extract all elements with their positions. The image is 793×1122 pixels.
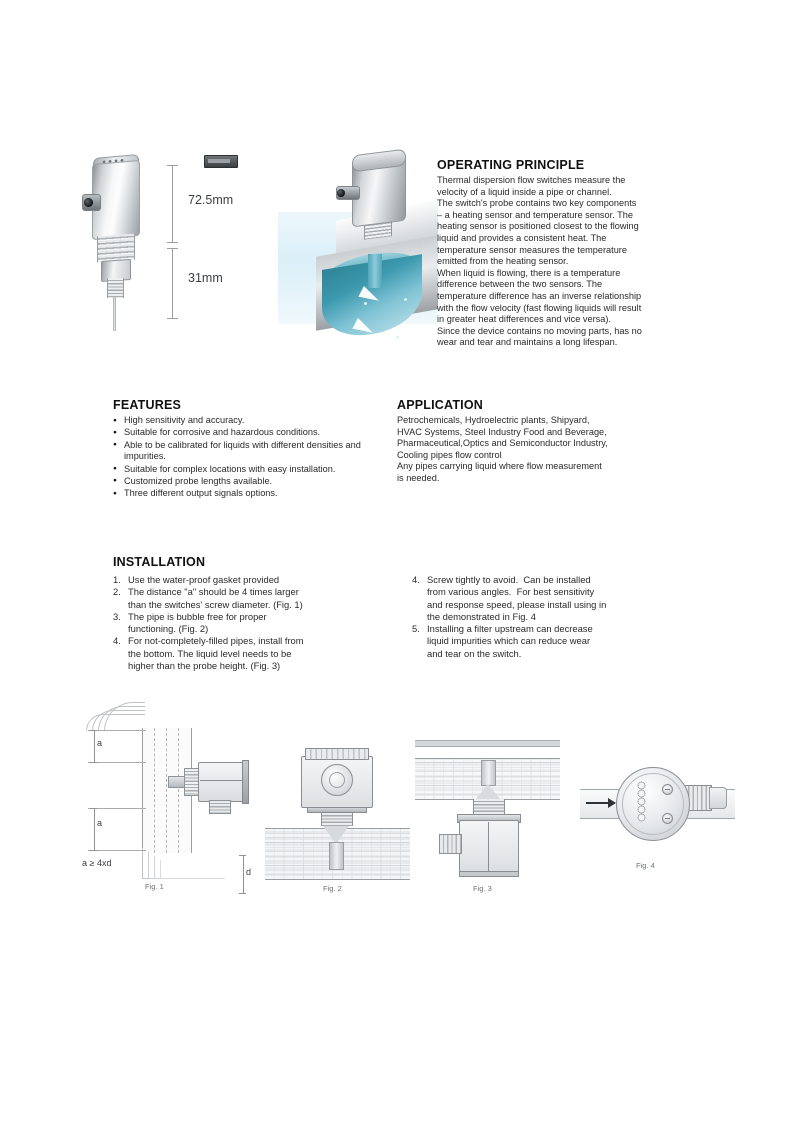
application-heading: APPLICATION — [397, 398, 483, 412]
item-number: 4. — [113, 635, 121, 647]
product-electrical-connector — [82, 194, 101, 211]
text-line: When liquid is flowing, there is a temperature — [437, 267, 621, 278]
installation-left-column — [113, 574, 384, 672]
product-threaded-fitting — [107, 278, 124, 298]
text-line: Installing a filter upstream can decrease — [427, 623, 593, 635]
product-probe-rod — [113, 297, 116, 331]
installation-item — [113, 586, 384, 611]
text-line: the demonstrated in Fig. 4 — [427, 610, 536, 622]
dim-tick — [239, 893, 246, 894]
bubble-dot — [364, 302, 367, 305]
product-photo-flow-switch — [84, 150, 164, 330]
feature-item: ● Suitable for corrosive and hazardous conditions. — [113, 427, 383, 439]
text-line: Since the device contains no moving parts, has no — [437, 325, 642, 336]
figure-1-caption: Fig. 1 — [145, 882, 164, 891]
bubble-dot — [396, 336, 399, 339]
text-line: Thermal dispersion flow switches measure the — [437, 175, 626, 185]
figure-4-top-view — [580, 745, 735, 895]
sensor-connector-end — [709, 787, 727, 809]
centerline-dashed — [154, 728, 155, 853]
features-heading: FEATURES — [113, 398, 182, 412]
dimension-bracket — [160, 160, 270, 325]
item-number: 5. — [412, 623, 420, 635]
dim-tick — [90, 730, 97, 731]
streamline — [160, 860, 225, 879]
text-line: the bottom. The liquid level needs to be — [128, 647, 292, 659]
dim-line-upper — [172, 165, 173, 242]
text-line: from various angles. For best sensitivity — [427, 586, 595, 598]
figures-row — [80, 700, 720, 905]
operating-principle-body — [437, 175, 687, 349]
streamline — [86, 714, 145, 731]
text-line: temperature difference has an inverse relationship — [437, 290, 642, 301]
sensor-housing-cap — [242, 760, 249, 804]
installation-list-left — [113, 574, 384, 672]
text-line: For not-completely-filled pipes, install from — [128, 635, 304, 647]
operating-principle-section — [437, 158, 687, 349]
flow-direction-arrow-icon — [586, 802, 610, 804]
text-line: Petrochemicals, Hydroelectric plants, Shipyard, — [397, 415, 590, 425]
text-line: Pharmaceutical,Optics and Semiconductor Industry, — [397, 438, 608, 449]
dimension-label-lower: 31mm — [188, 271, 223, 285]
sensor-housing-cap — [305, 748, 369, 760]
product-cooling-fins — [97, 234, 135, 263]
feature-item: ● Suitable for complex locations with easy installation. — [113, 464, 383, 476]
probe-tip — [481, 760, 496, 786]
sensor-connector — [439, 834, 462, 854]
installation-item — [412, 574, 683, 623]
text-line: Screw tightly to avoid. Can be installed — [427, 574, 591, 585]
installation-heading: INSTALLATION — [113, 555, 206, 569]
installation-list-right — [412, 574, 683, 660]
sensor-connector — [336, 186, 360, 200]
text-line: functioning. (Fig. 2) — [128, 623, 209, 635]
text-line: higher than the probe height. (Fig. 3) — [128, 660, 281, 672]
dim-cap-bottom — [167, 318, 178, 319]
sensor-dial-icon — [321, 764, 353, 796]
probe-tip — [329, 842, 344, 870]
item-number: 1. — [113, 574, 121, 585]
text-line: than the switches' screw diameter. (Fig. 1) — [128, 598, 303, 610]
text-line: HVAC Systems, Steel Industry Food and Beverage, — [397, 426, 607, 437]
item-number: 4. — [412, 574, 420, 585]
cutaway-pipe-illustration — [278, 150, 438, 345]
installation-item — [113, 611, 384, 636]
text-line: The switch's probe contains two key components — [437, 198, 637, 209]
label-a-bottom: a — [97, 818, 103, 828]
text-line: liquid and provides a consistent heat. The — [437, 232, 607, 243]
figure-2-top-mount — [265, 738, 410, 898]
operating-principle-heading: OPERATING PRINCIPLE — [437, 158, 585, 172]
application-body — [397, 415, 677, 485]
dim-tick — [90, 808, 97, 809]
text-line: velocity of a liquid inside a pipe or channel. — [437, 186, 612, 197]
dim-line-d — [243, 855, 244, 893]
feature-item: ● High sensitivity and accuracy. — [113, 415, 383, 427]
text-line: and response speed, please install using in — [427, 598, 607, 610]
text-line: Use the water-proof gasket provided — [128, 574, 280, 585]
installation-item — [412, 623, 683, 660]
text-line: is needed. — [397, 472, 440, 483]
text-line: Cooling pipes flow control — [397, 449, 502, 460]
dim-tick — [239, 855, 246, 856]
text-line: in greater heat differences and vice versa). — [437, 314, 611, 325]
pipe-top-wall — [415, 740, 560, 747]
label-a-top: a — [97, 738, 103, 748]
dim-line-a-top — [94, 730, 95, 762]
text-line: Any pipes carrying liquid where flow measurement — [397, 461, 602, 472]
screw-icon — [662, 813, 673, 824]
features-list — [113, 415, 383, 500]
screw-icon — [662, 784, 673, 795]
figure-3-caption: Fig. 3 — [473, 884, 492, 893]
figure-1-vertical-pipe — [80, 700, 255, 895]
bubble-dot — [404, 298, 407, 301]
flow-direction-arrow-head-icon — [608, 798, 616, 808]
centerline-dashed — [166, 728, 167, 853]
text-line: and tear on the switch. — [427, 647, 522, 659]
item-number: 2. — [113, 586, 121, 598]
dim-line-lower — [172, 248, 173, 318]
dim-line-a-bottom — [94, 808, 95, 850]
figure-2-caption: Fig. 2 — [323, 884, 342, 893]
probe-cone — [475, 784, 501, 800]
sensor-housing — [198, 762, 246, 802]
dim-cap-middle — [167, 242, 178, 243]
sensor-neck — [473, 799, 505, 815]
features-section — [113, 398, 383, 501]
text-line: – a heating sensor and temperature sensor. The — [437, 209, 633, 220]
dimension-label-upper: 72.5mm — [188, 193, 234, 207]
feature-item: ● Able to be calibrated for liquids with different densities and impurities. — [113, 440, 383, 464]
text-line: wear and tear and maintains a long lifespan. — [437, 337, 618, 348]
sensor-base — [459, 871, 519, 877]
text-line: The distance "a" should be 4 times larger — [128, 586, 299, 598]
centerline-dashed — [178, 728, 179, 853]
dim-tick — [90, 762, 97, 763]
installation-right-column — [412, 574, 683, 672]
sensor-fitting — [209, 800, 231, 814]
feature-item: ● Three different output signals options. — [113, 488, 383, 500]
application-section — [397, 398, 677, 485]
dim-tick — [90, 850, 97, 851]
installation-section — [113, 555, 683, 672]
figure-4-caption: Fig. 4 — [636, 861, 655, 870]
item-number: 3. — [113, 610, 121, 622]
label-d: d — [246, 867, 252, 877]
figure-3-bottom-mount — [415, 738, 560, 898]
feature-item: ● Customized probe lengths available. — [113, 476, 383, 488]
sensor-housing — [459, 820, 519, 874]
label-formula: a ≥ 4xd — [82, 858, 112, 868]
sensor-housing-rim — [622, 773, 684, 835]
sensor-vent-holes-icon — [637, 781, 646, 825]
installation-item — [113, 574, 384, 586]
text-line: heating sensor is positioned closest to the flowing — [437, 221, 639, 232]
text-line: The pipe is bubble free for proper — [128, 610, 267, 622]
probe-in-liquid — [368, 254, 382, 288]
text-line: temperature sensor measures the temperature — [437, 244, 627, 255]
text-line: with the flow velocity (fast flowing liquids will result — [437, 302, 642, 313]
installation-item — [113, 635, 384, 672]
text-line: emitted from the heating sensor. — [437, 256, 569, 267]
text-line: difference between the two sensors. The — [437, 279, 603, 290]
text-line: liquid impurities which can reduce wear — [427, 635, 591, 647]
